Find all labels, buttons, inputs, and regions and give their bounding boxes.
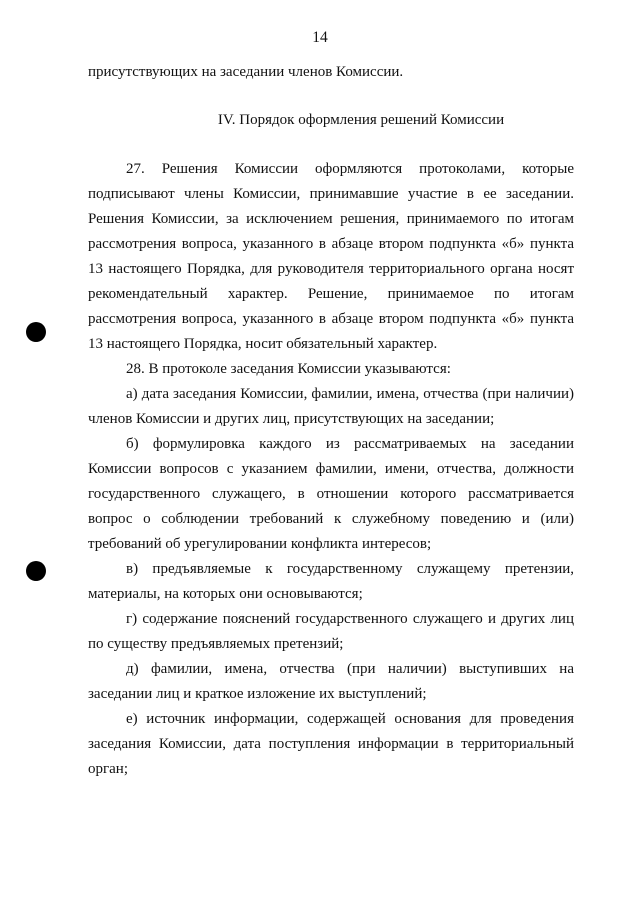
item-d-line: заседании лиц и краткое изложение их выступлений; <box>88 686 427 702</box>
item-a-line: членов Комиссии и других лиц, присутствующих на заседании; <box>88 411 495 427</box>
item-g-line: г) содержание пояснений государственного служащего и других лиц <box>126 611 574 627</box>
binder-hole-top <box>26 322 46 342</box>
item-b-line: б) формулировка каждого из рассматриваемых на заседании <box>126 436 574 452</box>
item-d-line: д) фамилии, имена, отчества (при наличии) выступивших на <box>126 661 574 677</box>
binder-hole-bottom <box>26 561 46 581</box>
paragraph-27-line: подписывают члены Комиссии, принимавшие участие в ее заседании. <box>88 186 574 202</box>
paragraph-27-line: 13 настоящего Порядка, для руководителя территориального органа носят <box>88 261 574 277</box>
document-body <box>88 60 574 782</box>
item-e-line: орган; <box>88 761 129 777</box>
item-b-line: требований об урегулировании конфликта интересов; <box>88 536 432 552</box>
item-e-line: е) источник информации, содержащей основания для проведения <box>126 711 574 727</box>
paragraph-28-line: 28. В протоколе заседания Комиссии указываются: <box>126 361 451 377</box>
paragraph-27-line: рассмотрения вопроса, указанного в абзаце втором подпункта «б» пункта <box>88 236 574 252</box>
paragraph-27-line: Решения Комиссии, за исключением решения, принимаемого по итогам <box>88 211 574 227</box>
item-b-line: государственного служащего, в отношении которого рассматривается <box>88 486 574 502</box>
item-v-line: в) предъявляемые к государственному служащему претензии, <box>126 561 574 577</box>
paragraph-27-line: 27. Решения Комиссии оформляются протоколами, которые <box>126 161 574 177</box>
item-g-line: по существу предъявляемых претензий; <box>88 636 344 652</box>
item-b-line: вопрос о соблюдении требований к служебному поведению и (или) <box>88 511 574 527</box>
paragraph-27-line: 13 настоящего Порядка, носит обязательный характер. <box>88 336 438 352</box>
paragraph-27-line: рассмотрения вопроса, указанного в абзаце втором подпункта «б» пункта <box>88 311 574 327</box>
text-line: присутствующих на заседании членов Комиссии. <box>88 64 404 80</box>
page-number: 14 <box>312 29 328 46</box>
paragraph-27-line: рекомендательный характер. Решение, принимаемое по итогам <box>88 286 574 302</box>
section-heading: IV. Порядок оформления решений Комиссии <box>217 112 505 128</box>
item-e-line: заседания Комиссии, дата поступления информации в территориальный <box>88 736 574 752</box>
item-v-line: материалы, на которых они основываются; <box>88 586 363 602</box>
item-a-line: а) дата заседания Комиссии, фамилии, имена, отчества (при наличии) <box>126 386 574 402</box>
item-b-line: Комиссии вопросов с указанием фамилии, имени, отчества, должности <box>88 461 574 477</box>
